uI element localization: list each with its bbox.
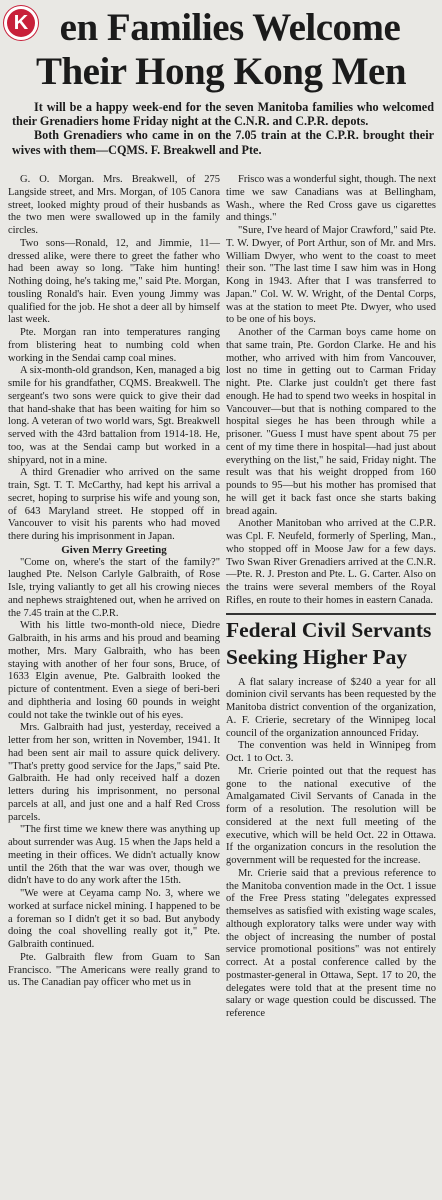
article-paragraph: G. O. Morgan. Mrs. Breakwell, of 275 Langside street, and Mrs. Morgan, of 105 Canora street, looked mighty proud of their husbands as the two men were swallowed up in the family circles. bbox=[8, 174, 220, 236]
article-paragraph: The convention was held in Winnipeg from Oct. 1 to Oct. 3. bbox=[226, 740, 436, 764]
lede-paragraph-1: It will be a happy week-end for the seven Manitoba families who welcomed their Grenadiers home Friday night at the C.N.R. and C.P.R. depots. bbox=[12, 100, 434, 129]
article-paragraph: "We were at Ceyama camp No. 3, where we worked at surface nickel mining. I happened to be a foreman so I didn't get it so bad. But anybody doing the coal shovelling really got it," Pte. Galbraith continued. bbox=[8, 888, 220, 950]
second-headline-line-1: Federal Civil Servants bbox=[226, 617, 432, 642]
article-paragraph: Two sons—Ronald, 12, and Jimmie, 11—dressed alike, were there to greet the father who had been away so long. "Take him hunting! Nothing doing, he's taking me," said Pte. Morgan, tousling Ronald's hair. Even young Jimmy was qualified for the job. He shot a deer all by himself last week. bbox=[8, 237, 220, 326]
subhead-given-merry-greeting: Given Merry Greeting bbox=[61, 543, 167, 556]
article-paragraph: "Come on, where's the start of the family?" laughed Pte. Nelson Carlyle Galbraith, of Rose Isle, trying valiantly to get all his crowing nieces and nephews straightened out, when he arrived on the 7.45 train at the C.P.R. bbox=[8, 556, 220, 619]
article-paragraph: A flat salary increase of $240 a year for all dominion civil servants has been requested by the Manitoba district convention of the organization, A. F. Crierie, secretary of the Winnipeg local council of the organization announced Friday. bbox=[226, 676, 436, 739]
second-article-headline bbox=[226, 613, 436, 671]
article-paragraph: "Sure, I've heard of Major Crawford," said Pte. T. W. Dwyer, of Port Arthur, son of Mr. and Mrs. William Dwyer, who went to the coast to meet their son. "The last time I saw him was in Hong Kong in 1943. After that I was transferred to Japan." Col. W. W. Wright, of the Dental Corps, was at the station to meet Pte. Dwyer, who used to be one of his boys. bbox=[226, 225, 436, 326]
article-paragraph: Mrs. Galbraith had just, yesterday, received a letter from her son, written in November, 1941. It had been sent air mail to assure quick delivery. "That's pretty good service for the Japs," said Pte. Galbraith. He had only received half a dozen letters during his imprisonment, no personal parcels at all, and just one and a half Red Cross parcels. bbox=[8, 722, 220, 823]
lede-paragraph-2: Both Grenadiers who came in on the 7.05 train at the C.P.R. brought their wives with them—CQMS. F. Breakwell and Pte. bbox=[12, 128, 434, 157]
article-paragraph: With his little two-month-old niece, Diedre Galbraith, in his arms and his proud and beaming mother, Mrs. Mary Galbraith, who has been staying with another of her four sons, Bruce, of 1633 Elgin avenue, Pte. Galbraith looked the picture of contentment. Even a siege of beri-beri and diphtheria and losing 60 pounds in weight could not take the twinkle out of his eyes. bbox=[8, 620, 220, 721]
headline bbox=[0, 6, 442, 94]
left-column bbox=[8, 174, 220, 990]
article-paragraph: A six-month-old grandson, Ken, managed a big smile for his grandfather, CQMS. Breakwell. The sergeant's two sons were quick to give their dad that hand-shake that has been waiting for him so long. A veteran of two world wars, Sgt. Breakwell served with the 43rd battalion from 1914-18. He, too, was at the Sendai camp but worked in a shipyard, not in a mine. bbox=[8, 365, 220, 466]
article-paragraph: Pte. Galbraith flew from Guam to San Francisco. "The Americans were really grand to us. The Canadian pay officer who met us in bbox=[8, 951, 220, 989]
article-paragraph: "The first time we knew there was anything up about surrender was Aug. 15 when the Japs held a meeting in their offices. We didn't actually know until the 26th that the war was over, though we didn't have to do any work after the 15th. bbox=[8, 824, 220, 887]
headline-line-2: Their Hong Kong Men bbox=[35, 50, 407, 93]
article-paragraph: A third Grenadier who arrived on the same train, Sgt. T. T. McCarthy, had kept his arrival a secret, hoping to surprise his wife and young son, of 643 Maryland street. He stopped off in Vancouver to visit his parents who had moved there during his imprisonment in Japan. bbox=[8, 467, 220, 542]
headline-line-1: en Families Welcome bbox=[59, 6, 401, 49]
right-column bbox=[226, 174, 436, 1021]
second-headline-line-2: Seeking Higher Pay bbox=[226, 644, 408, 669]
lede-paragraphs bbox=[12, 100, 434, 157]
article-paragraph: Mr. Crierie said that a previous reference to the Manitoba convention made in the Oct. 1 issue of the Free Press stating "delegates expressed themselves as satisfied with existing wage scales, although exploratory talks were under way with the object of increasing the number of postal service promotional positions" was not entirely correct. At a postal conference called by the postmaster-general in Ottawa, Sept. 17 to 20, the delegates were told that at the present time no salary or wage question could be discussed. The reference bbox=[226, 867, 436, 1019]
article-paragraph: Pte. Morgan ran into temperatures ranging from blistering heat to numbing cold when working in the Sendai camp coal mines. bbox=[8, 327, 220, 364]
logo-letter: K bbox=[13, 12, 29, 34]
article-paragraph: Another of the Carman boys came home on that same train, Pte. Gordon Clarke. He and his mother, who arrived with him from Vancouver, lost no time in getting out to Carman Friday night. Pte. Clarke just couldn't get there fast enough. He had to spend two weeks in hospital in Vancouver—but that is nothing compared to the hospital sieges he has been through while a prisoner. "Guess I must have spent about 75 per cent of my time there in hospital—had just about everything on the list," he said, Friday night. The result was that his weight dropped from 160 pounds to 95—but his mother has promised that he will get it back fast once she starts baking bread again. bbox=[226, 327, 436, 517]
article-paragraph: Mr. Crierie pointed out that the request has gone to the national executive of the Amalgamated Civil Servants of Canada in the form of a resolution. The resolution will be considered at the next full meeting of the executive, which will be held Oct. 22 in Ottawa. If the organization concurs in the resolution the government will be requested for the increase. bbox=[226, 765, 436, 866]
article-paragraph: Frisco was a wonderful sight, though. The next time we saw Canadians was at Bellingham, Wash., where the Red Cross gave us cigarettes and things." bbox=[226, 174, 436, 224]
article-paragraph: Another Manitoban who arrived at the C.P.R. was Cpl. F. Neufeld, formerly of Sperling, Man., who stopped off in Moose Jaw for a few days. Two Swan River Grenadiers arrived at the C.N.R.—Pte. R. J. Preston and Pte. L. G. Carter. Also on the trains were several members of the Royal Rifles, en route to their homes in eastern Canada. bbox=[226, 518, 436, 606]
